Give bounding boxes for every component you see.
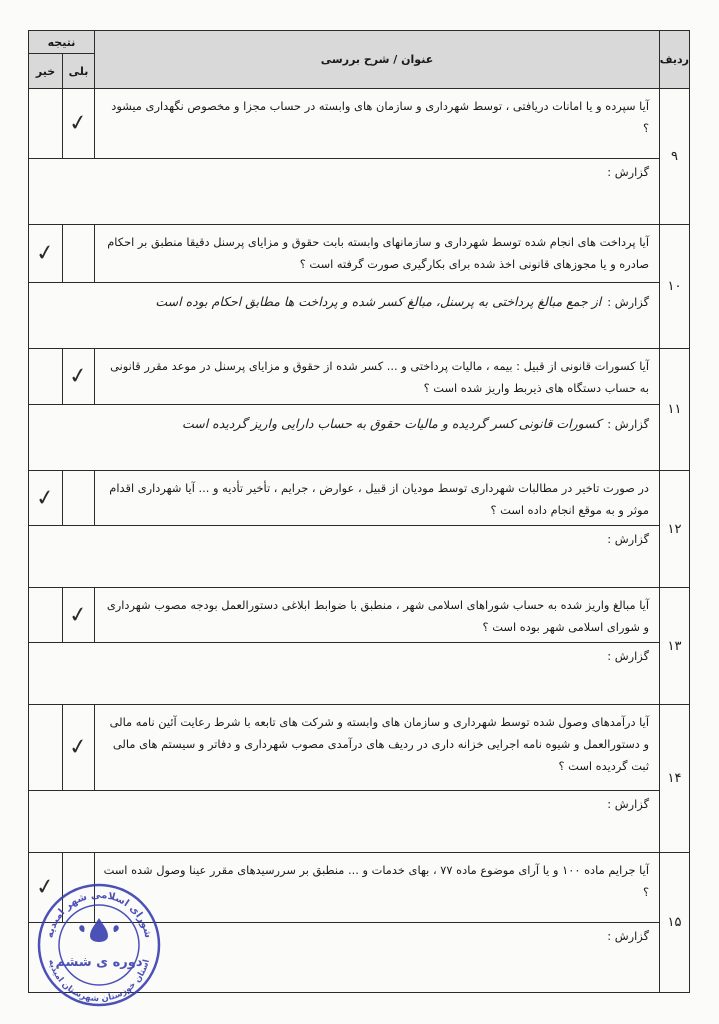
item-report-row (29, 159, 690, 225)
report-label: گزارش : (607, 532, 649, 546)
result-yes-cell (63, 705, 95, 791)
question-text: آیا پرداخت های انجام شده توسط شهرداری و سازمانهای وابسته بابت حقوق و مزایای پرسنل دقیقا منطبق بر احکام صادره و یا مجوزهای قانونی اخذ شده برای بکارگیری صورت گرفته است ؟ (95, 225, 660, 283)
item-question-row (29, 705, 690, 791)
item-report-row (29, 643, 690, 705)
header-result: نتیجه (29, 31, 95, 54)
check-mark-icon: ✓ (34, 239, 57, 268)
item-question-row (29, 471, 690, 526)
result-yes-cell (63, 225, 95, 283)
result-yes-cell (63, 471, 95, 526)
check-mark-icon: ✓ (67, 109, 90, 138)
report-cell (29, 791, 660, 853)
item-report-row (29, 791, 690, 853)
question-text: آیا درآمدهای وصول شده توسط شهرداری و سازمان های وابسته و شرکت های تابعه با شرط رعایت آئین نامه مالی و دستورالعمل و شیوه نامه اجرایی خزانه داری در ردیف های درآمدی مصوب شهرداری و دفاتر و سیستم های مالی ثبت گردیده است ؟ (95, 705, 660, 791)
check-mark-icon: ✓ (67, 362, 90, 391)
report-label: گزارش : (607, 929, 649, 943)
row-number: ۹ (660, 89, 690, 225)
item-question-row (29, 588, 690, 643)
svg-text:استان خوزستان شهرستان امیدیه: استان خوزستان شهرستان امیدیه (46, 958, 152, 1005)
report-cell (29, 283, 660, 349)
report-label: گزارش : (607, 649, 649, 663)
question-text: در صورت تاخیر در مطالبات شهرداری توسط مودیان از قبیل ، عوارض ، جرایم ، تأخیر تأدیه و ... آیا شهرداری اقدام موثر و به موقع انجام داده است ؟ (95, 471, 660, 526)
result-no-cell (29, 705, 63, 791)
item-question-row (29, 89, 690, 159)
report-cell (29, 405, 660, 471)
item-report-row (29, 526, 690, 588)
row-number: ۱۱ (660, 349, 690, 471)
report-label: گزارش : (607, 797, 649, 811)
result-no-cell (29, 588, 63, 643)
result-yes-cell (63, 349, 95, 405)
row-number: ۱۲ (660, 471, 690, 588)
council-seal-stamp (34, 880, 164, 1010)
question-text: آیا جرایم ماده ۱۰۰ و یا آرای موضوع ماده ۷۷ ، بهای خدمات و ... منطبق بر سررسیدهای مقرر عینا وصول شده است ؟ (95, 853, 660, 923)
header-row-1 (29, 31, 690, 54)
check-mark-icon: ✓ (34, 484, 57, 512)
svg-text:شورای اسلامی شهر امیدیه: شورای اسلامی شهر امیدیه (44, 889, 154, 940)
report-cell (29, 159, 660, 225)
row-number: ۱۰ (660, 225, 690, 349)
result-yes-cell (63, 588, 95, 643)
check-mark-icon: ✓ (67, 601, 90, 629)
question-text: آیا مبالغ واریز شده به حساب شوراهای اسلامی شهر ، منطبق با ضوابط ابلاغی دستورالعمل بودجه مصوب شهرداری و شورای اسلامی شهر بوده است ؟ (95, 588, 660, 643)
result-no-cell (29, 225, 63, 283)
item-question-row (29, 349, 690, 405)
result-no-cell (29, 471, 63, 526)
check-mark-icon: ✓ (67, 733, 90, 762)
check-mark-icon: ✓ (34, 873, 57, 902)
question-text: آیا سپرده و یا امانات دریافتی ، توسط شهرداری و سازمان های وابسته در حساب مجزا و مخصوص نگهداری میشود ؟ (95, 89, 660, 159)
row-number: ۱۴ (660, 705, 690, 853)
report-cell (29, 643, 660, 705)
report-label: گزارش : (607, 295, 649, 309)
header-yes: بلی (63, 54, 95, 89)
result-yes-cell (63, 89, 95, 159)
svg-text:دوره ی ششم: دوره ی ششم (55, 955, 143, 970)
result-no-cell (29, 349, 63, 405)
result-no-cell (29, 89, 63, 159)
row-number: ۱۵ (660, 853, 690, 993)
header-title: عنوان / شرح بررسی (95, 31, 660, 89)
handwritten-report: کسورات قانونی کسر گردیده و مالیات حقوق به حساب دارایی واریز گردیده است (181, 416, 602, 431)
header-row-number: ردیف (660, 31, 690, 89)
handwritten-report: از جمع مبالغ پرداختی به پرسنل، مبالغ کسر شده و پرداخت ها مطابق احکام بوده است (155, 294, 602, 309)
report-label: گزارش : (607, 165, 649, 179)
item-question-row (29, 225, 690, 283)
header-no: خیر (29, 54, 63, 89)
item-report-row (29, 405, 690, 471)
question-text: آیا کسورات قانونی از قبیل : بیمه ، مالیات پرداختی و ... کسر شده از حقوق و مزایای پرسنل در موعد مقرر قانونی به حساب دستگاه های ذیربط واریز شده است ؟ (95, 349, 660, 405)
audit-checklist-table (28, 30, 690, 993)
row-number: ۱۳ (660, 588, 690, 705)
item-report-row (29, 283, 690, 349)
report-cell (29, 526, 660, 588)
report-label: گزارش : (607, 417, 649, 431)
